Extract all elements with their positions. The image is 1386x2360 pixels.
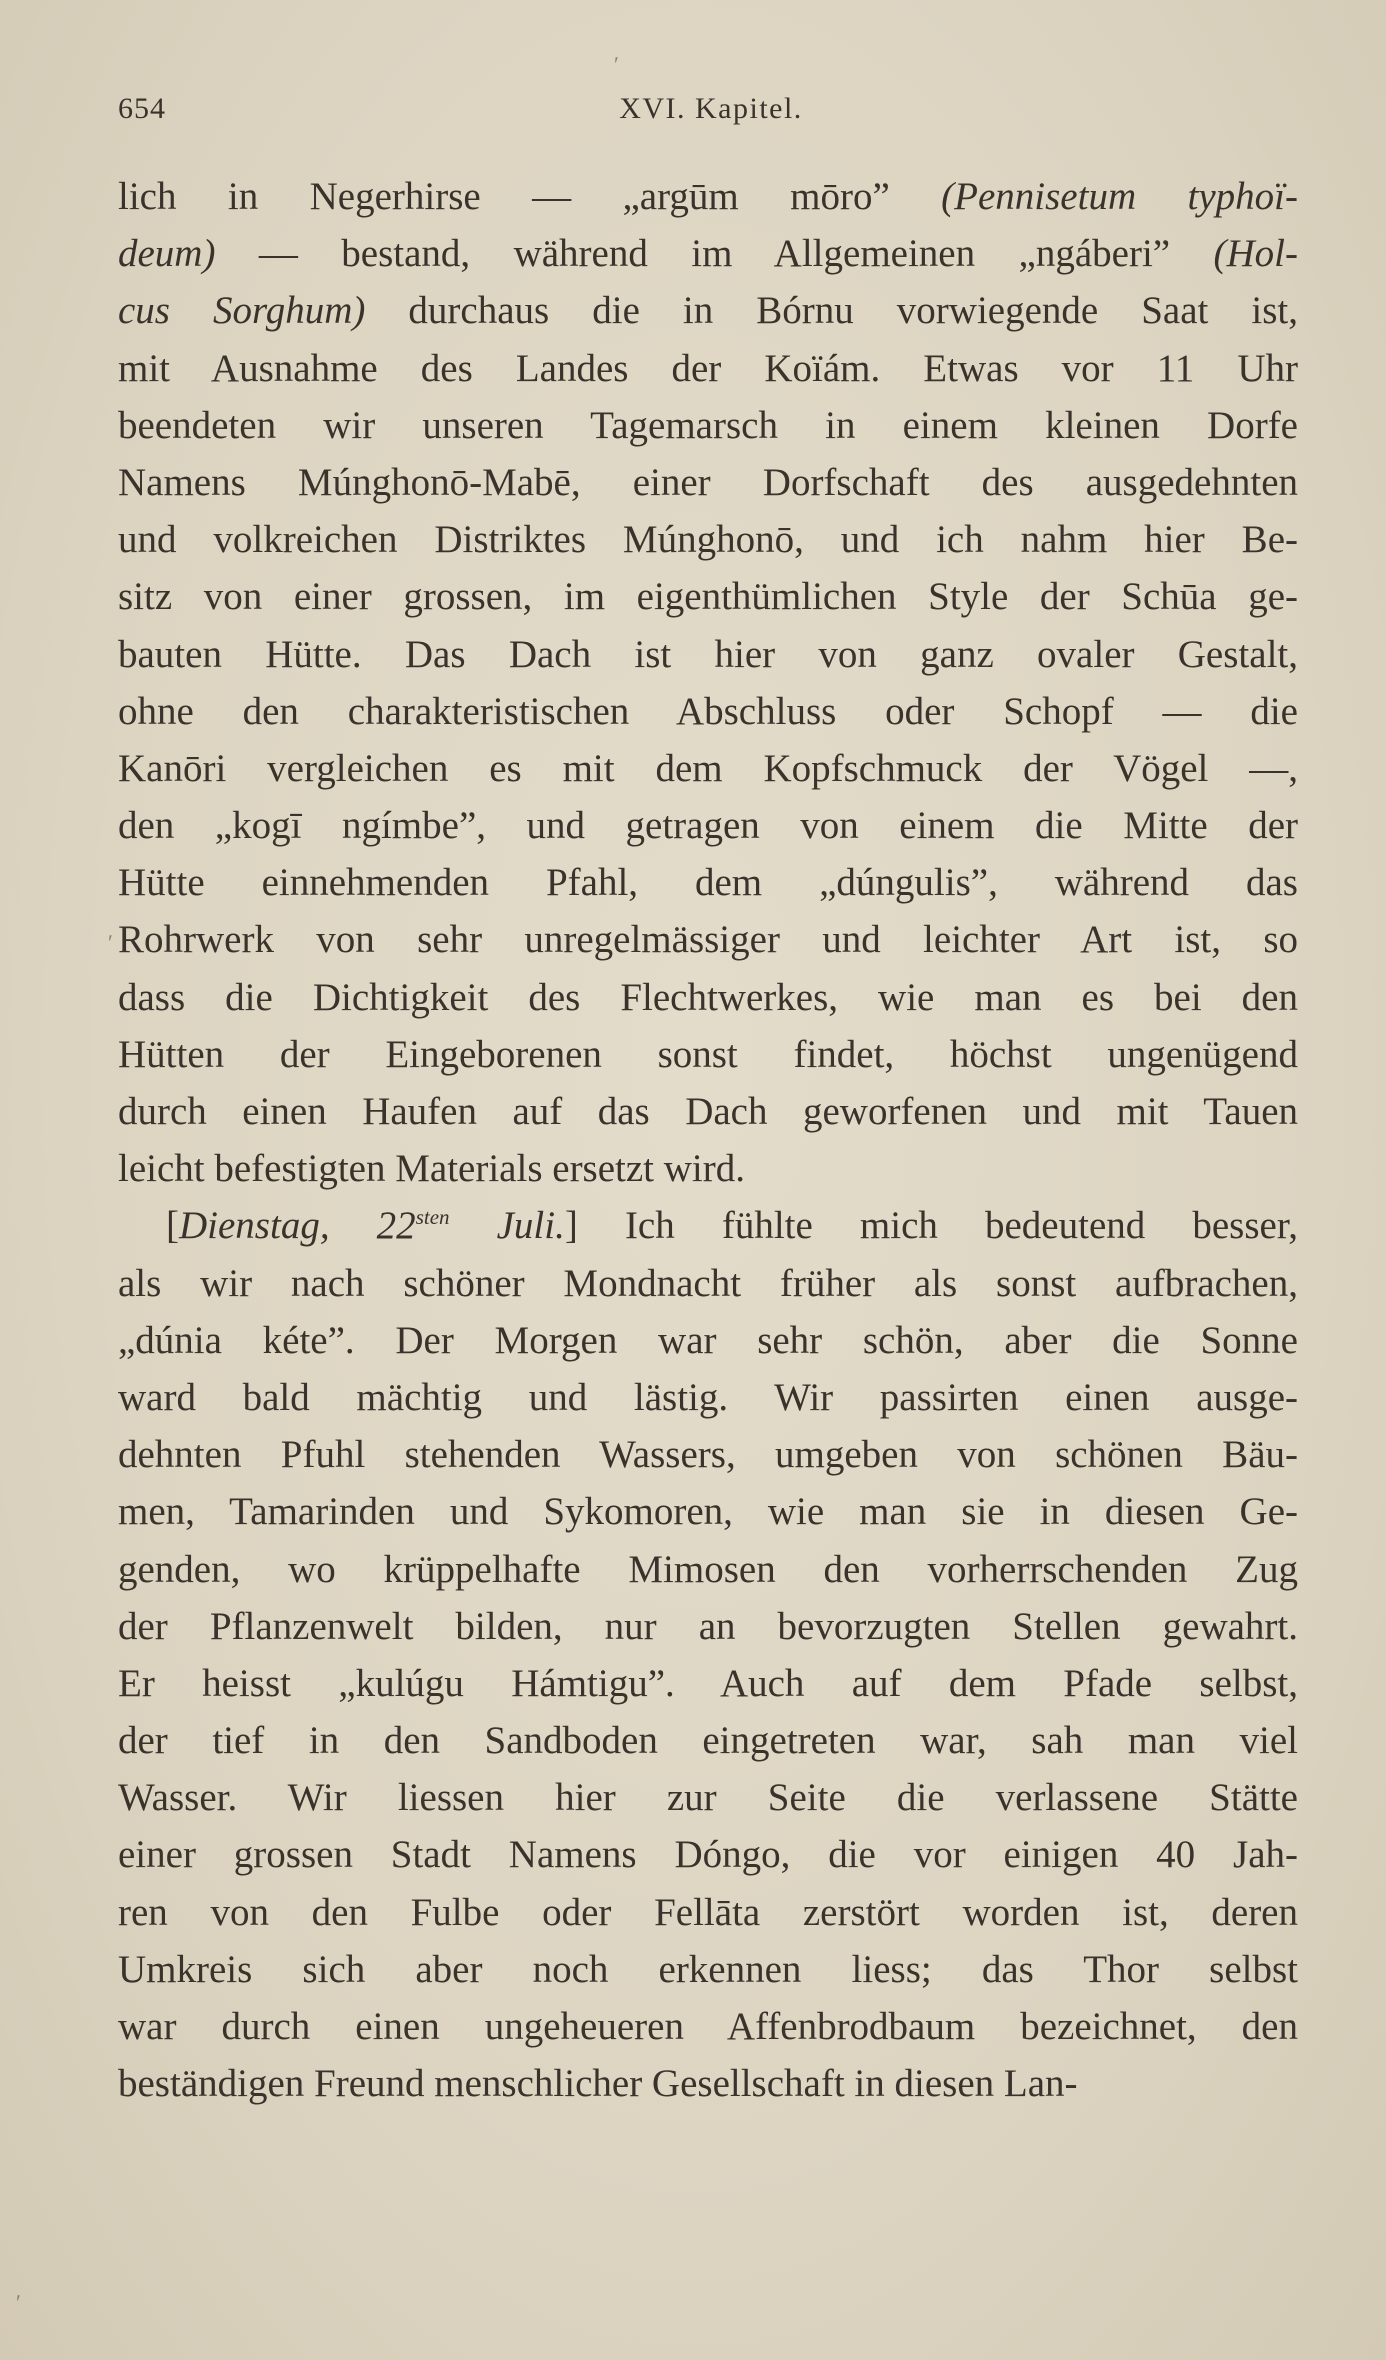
text-run: war durch einen ungeheueren Affenbrodbaum bezeichnet, den xyxy=(118,2005,1298,2048)
paper-speck: ʹ xyxy=(16,2290,21,2315)
text-line xyxy=(118,1026,1298,1083)
italic-text: (Hol- xyxy=(1213,232,1298,276)
paper-speck: ʹ xyxy=(108,930,113,955)
text-line xyxy=(118,225,1298,282)
text-line xyxy=(118,1998,1298,2055)
text-run: beständigen Freund menschlicher Gesellschaft in diesen Lan- xyxy=(118,2062,1078,2106)
text-line xyxy=(118,511,1298,568)
italic-text: Dienstag, 22 xyxy=(179,1204,416,1248)
text-line xyxy=(118,854,1298,911)
text-line xyxy=(118,1483,1298,1540)
text-run: dehnten Pfuhl stehenden Wassers, umgeben von schönen Bäu- xyxy=(118,1433,1298,1477)
text-line xyxy=(118,1255,1298,1312)
italic-text: deum) xyxy=(118,232,216,276)
text-run: dass die Dichtigkeit des Flechtwerkes, wie man es bei den xyxy=(118,975,1298,1019)
body-text xyxy=(118,168,1298,2112)
italic-text: (Pennisetum typhoï- xyxy=(941,175,1298,218)
text-line xyxy=(118,1541,1298,1598)
text-line xyxy=(118,1426,1298,1483)
superscript-text: sten xyxy=(415,1205,450,1230)
text-line xyxy=(118,797,1298,854)
text-line xyxy=(118,1083,1298,1140)
text-line xyxy=(118,168,1298,225)
text-run: der Pflanzenwelt bilden, nur an bevorzugten Stellen gewahrt. xyxy=(118,1604,1298,1648)
text-run: Rohrwerk von sehr unregelmässiger und leichter Art ist, so xyxy=(118,918,1298,962)
text-run: lich in Negerhirse — „argūm mōro” xyxy=(118,175,942,218)
text-run: durchaus die in Bórnu vorwiegende Saat ist, xyxy=(365,289,1298,333)
text-run: Umkreis sich aber noch erkennen liess; das Thor selbst xyxy=(118,1947,1298,1991)
italic-text: Juli. xyxy=(449,1204,565,1248)
text-line xyxy=(118,282,1298,339)
text-line xyxy=(118,1826,1298,1883)
text-run: ] Ich fühlte mich bedeutend besser, xyxy=(564,1204,1299,1248)
paper-speck: ʹ xyxy=(614,52,619,77)
text-run: genden, wo krüppelhafte Mimosen den vorherrschenden Zug xyxy=(118,1547,1298,1591)
text-run: Er heisst „kulúgu Hámtigu”. Auch auf dem Pfade selbst, xyxy=(118,1661,1298,1705)
text-run: einer grossen Stadt Namens Dóngo, die vor einigen 40 Jah- xyxy=(118,1833,1298,1877)
text-run: men, Tamarinden und Sykomoren, wie man sie in diesen Ge- xyxy=(118,1490,1298,1534)
page-header xyxy=(118,92,1304,132)
text-line xyxy=(118,969,1298,1026)
text-line xyxy=(118,740,1298,797)
text-run: Hütte einnehmenden Pfahl, dem „dúngulis”, während das xyxy=(118,861,1298,905)
text-run: ohne den charakteristischen Abschluss oder Schopf — die xyxy=(118,689,1298,733)
text-run: durch einen Haufen auf das Dach geworfenen und mit Tauen xyxy=(118,1090,1298,1133)
text-line xyxy=(118,911,1298,968)
page-number: 654 xyxy=(118,92,166,125)
text-line xyxy=(118,397,1298,454)
text-run: der tief in den Sandboden eingetreten war, sah man viel xyxy=(118,1719,1298,1763)
italic-text: cus Sorghum) xyxy=(118,289,366,333)
text-line xyxy=(118,1712,1298,1769)
text-line xyxy=(118,1655,1298,1712)
text-run: mit Ausnahme des Landes der Koïám. Etwas vor 11 Uhr xyxy=(118,346,1298,390)
text-run: — bestand, während im Allgemeinen „ngáberi” xyxy=(215,232,1214,276)
text-run: beendeten wir unseren Tagemarsch in einem kleinen Dorfe xyxy=(118,403,1298,447)
text-run: sitz von einer grossen, im eigenthümlichen Style der Schūa ge- xyxy=(118,575,1298,619)
text-run: „dúnia kéte”. Der Morgen war sehr schön, aber die Sonne xyxy=(118,1318,1298,1362)
text-line xyxy=(118,683,1298,740)
text-run: bauten Hütte. Das Dach ist hier von ganz ovaler Gestalt, xyxy=(118,632,1298,676)
text-line xyxy=(118,1598,1298,1655)
text-line xyxy=(118,1197,1298,1254)
text-line xyxy=(118,626,1298,683)
text-run: Hütten der Eingeborenen sonst findet, höchst ungenügend xyxy=(118,1032,1298,1076)
text-line xyxy=(118,568,1298,625)
text-line xyxy=(118,1941,1298,1998)
text-run: ward bald mächtig und lästig. Wir passirten einen ausge- xyxy=(118,1375,1298,1419)
text-line xyxy=(118,1884,1298,1941)
text-line xyxy=(118,340,1298,397)
text-run: ren von den Fulbe oder Fellāta zerstört worden ist, deren xyxy=(118,1890,1298,1934)
text-line xyxy=(118,2055,1298,2112)
text-run: und volkreichen Distriktes Múnghonō, und ich nahm hier Be- xyxy=(118,518,1298,562)
text-line xyxy=(118,454,1298,511)
text-line xyxy=(118,1769,1298,1826)
text-line xyxy=(118,1369,1298,1426)
text-run: Wasser. Wir liessen hier zur Seite die verlassene Stätte xyxy=(118,1776,1298,1820)
text-line xyxy=(118,1312,1298,1369)
text-run: als wir nach schöner Mondnacht früher als sonst aufbrachen, xyxy=(118,1261,1298,1305)
text-run: Kanōri vergleichen es mit dem Kopfschmuck der Vögel —, xyxy=(118,746,1298,790)
text-run: [ xyxy=(166,1204,179,1248)
running-head: XVI. Kapitel. xyxy=(619,92,803,125)
text-run: Namens Múnghonō-Mabē, einer Dorfschaft des ausgedehnten xyxy=(118,460,1298,504)
text-run: leicht befestigten Materials ersetzt wird. xyxy=(118,1147,746,1191)
text-run: den „kogī ngímbe”, und getragen von einem die Mitte der xyxy=(118,804,1298,848)
text-line xyxy=(118,1140,1298,1197)
